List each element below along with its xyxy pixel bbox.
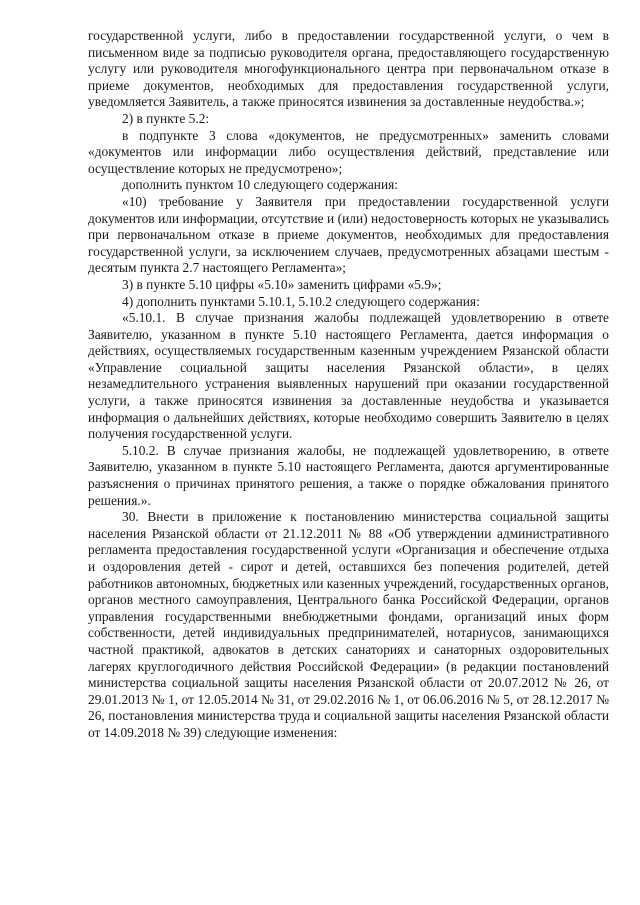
paragraph-5-10-2: 5.10.2. В случае признания жалобы, не подлежащей удовлетворению, в ответе Заявителю, указанном в пункте 5.10 настоящего Регламента, даются аргументированные разъяснения о причинах принятого решения, а также о порядке обжалования принятого решения.».: [88, 442, 609, 508]
paragraph-continuation: государственной услуги, либо в предоставлении государственной услуги, о чем в письменном виде за подписью руководителя органа, предоставляющего государственную услугу или руководителя многофункционального центра при первоначальном отказе в приеме документов, необходимых для предоставления государственной услуги, уведомляется Заявитель, а также приносятся извинения за доставленные неудобства.»;: [88, 28, 609, 110]
paragraph-subpoint-3: в подпункте 3 слова «документов, не предусмотренных» заменить словами «документов или информации либо осуществления действий, представление или осуществление которых не предусмотрено»;: [88, 127, 609, 176]
paragraph-item-30: 30. Внести в приложение к постановлению министерства социальной защиты населения Рязанской области от 21.12.2011 № 88 «Об утверждении административного регламента предоставления государственной услуги «Организация и обеспечение отдыха и оздоровления детей - сирот и детей, оставшихся без попечения родителей, детей работников автономных, бюджетных или казенных учреждений, государственных органов, органов местного самоуправления, Центрального банка Российской Федерации, органов управления государственными внебюджетными фондами, организаций иных форм собственности, детей индивидуальных предпринимателей, нотариусов, занимающихся частной практикой, адвокатов в детских санаториях и санаторных оздоровительных лагерях круглогодичного действия Российской Федерации» (в редакции постановлений министерства социальной защиты населения Рязанской области от 20.07.2012 № 26, от 29.01.2013 № 1, от 12.05.2014 № 31, от 29.02.2016 № 1, от 06.06.2016 № 5, от 28.12.2017 № 26, постановления министерства труда и социальной защиты населения Рязанской области от 14.09.2018 № 39) следующие изменения:: [88, 509, 609, 740]
paragraph-point-10-text: «10) требование у Заявителя при предоставлении государственной услуги документов или информации, отсутствие и (или) недостоверность которых не указывались при первоначальном отказе в приеме документов, необходимых для предоставления государственной услуги, за исключением случаев, предусмотренных абзацами шестым - десятым пункта 2.7 настоящего Регламента»;: [88, 193, 609, 276]
paragraph-item-4: 4) дополнить пунктами 5.10.1, 5.10.2 следующего содержания:: [122, 293, 480, 309]
paragraph-5-10-1: «5.10.1. В случае признания жалобы подлежащей удовлетворению в ответе Заявителю, указанном в пункте 5.10 настоящего Регламента, дается информация о действиях, осуществляемых государственным казенным учреждением Рязанской области «Управление социальной защиты населения Рязанской области», в целях незамедлительного устранения выявленных нарушений при оказании государственной услуги, а также приносятся извинения за доставленные неудобства и указывается информация о дальнейших действиях, которые необходимо совершить Заявителю в целях получения государственной услуги.: [88, 310, 609, 442]
paragraph-item-2: 2) в пункте 5.2:: [122, 110, 210, 126]
document-body: [88, 28, 609, 742]
paragraph-add-point-10: дополнить пунктом 10 следующего содержания:: [122, 177, 399, 193]
paragraph-item-3: 3) в пункте 5.10 цифры «5.10» заменить цифрами «5.9»;: [122, 276, 442, 292]
